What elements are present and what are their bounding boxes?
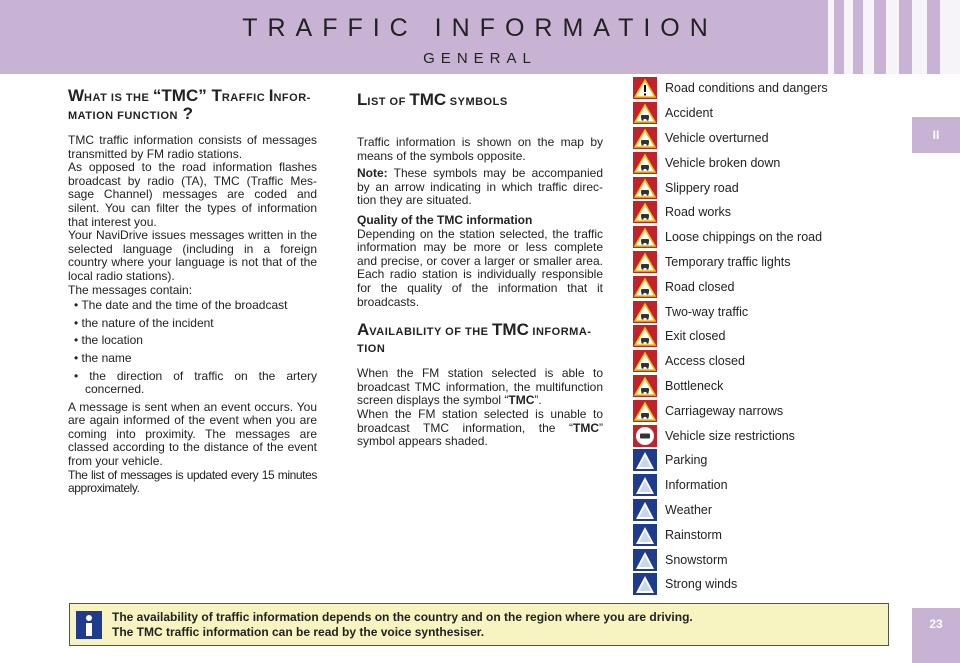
symbol-row	[633, 398, 863, 423]
symbol-label: Two-way traffic	[665, 304, 749, 319]
road-works-icon	[633, 201, 657, 223]
paragraph: A message is sent when an event occurs. You are again informed of the event when you are coming into proximity. The messages are classed according to the distance of the event from your vehicle.	[68, 399, 317, 469]
parking-icon	[633, 449, 657, 471]
symbol-row	[633, 349, 863, 374]
symbol-row	[633, 522, 863, 547]
symbol-label: Exit closed	[665, 329, 726, 344]
symbol-label: Road works	[665, 205, 731, 220]
info-note-box	[69, 603, 889, 646]
symbol-row	[633, 374, 863, 399]
chapter-tab: II	[912, 117, 960, 153]
list-item: • the nature of the incident	[74, 315, 214, 330]
symbol-row	[633, 150, 863, 175]
symbol-row	[633, 76, 863, 101]
two-way-traffic-icon	[633, 301, 657, 323]
symbol-row	[633, 274, 863, 299]
rainstorm-icon	[633, 524, 657, 546]
symbol-label: Parking	[665, 453, 708, 468]
paragraph: TMC traffic information consists of messages transmitted by FM radio stations.	[68, 133, 317, 161]
quality-heading: Quality of the TMC information	[357, 212, 533, 227]
paragraph: When the FM station selected is unable to broadcast TMC information, the “TMC” symbol appears shaded.	[357, 406, 603, 449]
symbol-label: Road closed	[665, 279, 735, 294]
symbol-label: Rainstorm	[665, 527, 722, 542]
bottleneck-icon	[633, 375, 657, 397]
page-number-tab: 23	[912, 608, 960, 663]
left-column	[68, 88, 317, 496]
road-closed-icon	[633, 276, 657, 298]
symbol-label: Vehicle broken down	[665, 155, 781, 170]
page-header	[0, 0, 960, 74]
symbol-label: Access closed	[665, 354, 745, 369]
symbols-list-heading: LIST OF TMC SYMBOLS	[357, 90, 508, 109]
symbol-label: Strong winds	[665, 577, 738, 592]
warning-exclamation-icon	[633, 77, 657, 99]
symbol-row	[633, 101, 863, 126]
symbol-label: Weather	[665, 502, 713, 517]
list-item: • The date and the time of the broadcast	[74, 298, 288, 313]
vehicle-size-restriction-icon	[633, 425, 657, 447]
accident-icon	[633, 102, 657, 124]
symbol-row	[633, 324, 863, 349]
paragraph: When the FM station selected is able to broadcast TMC information, the multifunction screen displays the symbol “TMC”.	[357, 366, 603, 408]
symbol-row	[633, 250, 863, 275]
symbol-row	[633, 175, 863, 200]
paragraph: As opposed to the road information flashes broadcast by radio (TA), TMC (Traffic Mes-sage Channel) messages are coded and silent. You can filter the types of information that interest you.	[68, 160, 317, 229]
symbol-label: Vehicle overturned	[665, 130, 769, 145]
info-icon	[76, 611, 102, 639]
symbol-row	[633, 126, 863, 151]
slippery-road-icon	[633, 177, 657, 199]
snowstorm-icon	[633, 549, 657, 571]
symbol-row	[633, 473, 863, 498]
tmc-symbol-list	[633, 76, 863, 597]
symbol-label: Temporary traffic lights	[665, 254, 791, 269]
note-paragraph: Note: These symbols may be accompanied by an arrow indicating in which traffic direc-tion they are situated.	[357, 166, 603, 208]
information-icon	[633, 474, 657, 496]
exit-closed-icon	[633, 325, 657, 347]
paragraph: The messages contain:	[68, 282, 193, 297]
symbol-label: Vehicle size restrictions	[665, 428, 795, 443]
symbol-label: Information	[665, 478, 728, 493]
loose-chippings-icon	[633, 226, 657, 248]
symbol-label: Accident	[665, 106, 713, 121]
strong-winds-icon	[633, 573, 657, 595]
carriageway-narrows-icon	[633, 400, 657, 422]
availability-heading: AVAILABILITY OF THE TMC INFORMA- TION	[357, 320, 592, 356]
tmc-function-heading: WHAT IS THE “TMC” TRAFFIC INFOR- MATION FUNCTION ?	[68, 86, 311, 123]
symbol-label: Loose chippings on the road	[665, 230, 823, 245]
symbol-row	[633, 299, 863, 324]
symbol-label: Bottleneck	[665, 378, 724, 393]
symbol-label: Slippery road	[665, 180, 739, 195]
paragraph: Traffic information is shown on the map by means of the symbols opposite.	[357, 135, 603, 163]
symbol-label: Carriageway narrows	[665, 403, 784, 418]
paragraph: The list of messages is updated every 15 minutes approximately.	[68, 467, 317, 496]
page-subtitle: GENERAL	[423, 50, 537, 67]
symbol-row	[633, 423, 863, 448]
message-contents-list	[68, 299, 317, 397]
access-closed-icon	[633, 350, 657, 372]
symbol-row	[633, 547, 863, 572]
weather-icon	[633, 499, 657, 521]
symbol-row	[633, 225, 863, 250]
traffic-lights-icon	[633, 251, 657, 273]
page-title: TRAFFIC INFORMATION	[242, 14, 718, 42]
symbol-row	[633, 448, 863, 473]
symbol-row	[633, 572, 863, 597]
note-line: The TMC traffic information can be read by the voice synthesiser.	[112, 625, 485, 639]
note-line: The availability of traffic information depends on the country and on the region where you are driving.	[112, 610, 693, 624]
middle-column	[357, 92, 603, 449]
vehicle-overturned-icon	[633, 127, 657, 149]
symbol-label: Snowstorm	[665, 552, 728, 567]
paragraph: Your NaviDrive issues messages written in the selected language (including in a foreign country where your language is not that of the local radio stations).	[68, 228, 317, 283]
vehicle-broken-down-icon	[633, 152, 657, 174]
header-stripes	[820, 0, 960, 74]
list-item: • the name	[74, 350, 132, 365]
symbol-row	[633, 200, 863, 225]
paragraph: Depending on the station selected, the traffic information may be more or less complete and precise, or cover a larger or smaller area. Each radio station is individually responsible for the quality of the information that it broadcasts.	[357, 226, 603, 309]
symbol-label: Road conditions and dangers	[665, 81, 828, 96]
list-item: • the direction of traffic on the artery concerned.	[74, 368, 318, 397]
list-item: • the location	[74, 333, 143, 348]
symbol-row	[633, 498, 863, 523]
